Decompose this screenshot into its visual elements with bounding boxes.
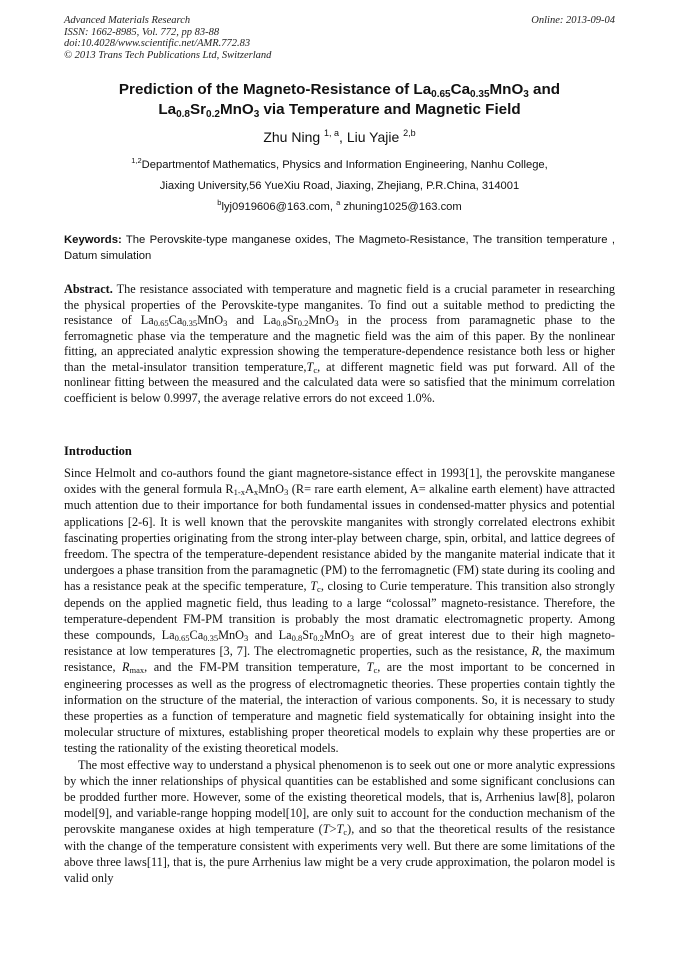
email-line: $^b$lyj0919606@163.com, $^a$ zhuning1025@163.com xyxy=(217,198,462,213)
intro-paragraph-1: Since Helmolt and co-authors found the giant magnetore-sistance effect in 1993[1], the perovskite manganese oxides with the general formula $R_{1-x}A_xMnO_3$ (R= rare earth element, A= alkaline earth element) have attracted much attention due to their importance for both fundamental issues in condensed-matter physics and potential applications [2-6]. It is well known that the perovskite manganites with strongly correlated electrons exhibit fascinating properties originating from the strong inter-play between charge, spin, orbital, and lattice degrees of freedom. The spectra of the temperature-dependent resistance abided by the manganite material indicate that it undergoes a phase transition from the paramagnetic (PM) to the ferromagnetic (FM) state during its cooling and has a resistance peak at the specific temperature, $T_c$, closing to Curie temperature. This transition also strongly depends on the applied magnetic field, thus leading to a large “colossal” magneto-resistance. Therefore, the temperature-dependent FM-PM transition is probably the most dramatic electromagnetic property. Among these compounds, $La_{0.65}Ca_{0.35}MnO_3$ and $La_{0.8}Sr_{0.2}MnO_3$ are of great interest due to their high magneto-resistance at low temperatures [3, 7]. The electromagnetic properties, such as the resistance, R, the maximum resistance, $R_{max}$, and the FM-PM transition temperature, $T_c$, are the most important to be concerned in engineering processes as well as the progress of electromagnetic theories. These properties contain tightly the information on the structure of the material, the interaction of various components. So, it is necessary to study these properties as a function of temperature and magnetic field systematically for obtaining insight into the molecular structure of mixtures, establishing proper theoretical models to explain why these properties are or testing the rationality of the existing theoretical models. xyxy=(64,466,616,756)
affiliation: $^{1,2}$Departmentof Mathematics, Physics and Information Engineering, Nanhu College, Jiaxing University,56 YueXiu Road, Jiaxing, Zhejiang, P.R.China, 314001 $^b$lyj0919606@163.com, $^a$ zhuning1025@163.com xyxy=(64,155,615,218)
intro-paragraph-2: The most effective way to understand a physical phenomenon is to seek out one or more analytic expressions by which the inner relationships of physical quantities can be established and some significant conclusions can be prodded further more. However, some of the existing theoretical models, that is, Arrhenius law[8], polaron model[9], and variable-range hopping model[10], are only suit to account for the conduction mechanism of the perovskite manganese oxides at high temperature $(T>T_c)$, and so that the theoretical results of the resistance with the change of the temperature consistent with experiments very well. But there are some limitations of the above three laws[11], that is, the pure Arrhenius law might be a very crude approximation, the polaron model is valid only xyxy=(64,757,615,886)
paper-title: Prediction of the Magneto-Resistance of $La_{0.65}Ca_{0.35}MnO_3$ and $La_{0.8}Sr_{0.2}MnO_3$ via Temperature and Magnetic Field xyxy=(118,81,561,120)
abstract: Abstract. The resistance associated with temperature and magnetic field is a crucial parameter in researching the physical properties of the Perovskite-type manganites. To find out a suitable method to predicting the resistance of $La_{0.65}Ca_{0.35}MnO_3$ and $La_{0.8}Sr_{0.2}MnO_3$ in the process from paramagnetic phase to the ferromagnetic phase via the temperature and the magnetic field was the aim of this paper. By the nonlinear fitting, an appreciated analytic expression showing the temperature-dependence resistance both less or higher than the metal-insulator transition $temperature,T_c$, at different magnetic field was put forward. All of the nonlinear fitting between the measured and the calculated data were so satisfied that the minimum correlation coefficient is below 0.9997, the average relative errors do not exceed 1.0%. xyxy=(64,282,616,405)
author-list: Zhu Ning $^{1, a}$, Liu Yajie $^{2,b}$ xyxy=(263,128,416,145)
abstract-label: Abstract. xyxy=(64,282,113,296)
copyright-line: © 2013 Trans Tech Publications Ltd, Switzerland xyxy=(64,49,272,61)
doi-line: doi:10.4028/www.scientific.net/AMR.772.83 xyxy=(64,38,251,49)
issn-line: ISSN: 1662-8985, Vol. 772, pp 83-88 xyxy=(64,26,220,38)
online-date: Online: 2013-09-04 xyxy=(531,15,615,26)
keywords: Keywords: The Perovskite-type manganese oxides, The Magmeto-Resistance, The transition temperature , Datum simulation xyxy=(64,234,615,262)
author-2: Liu Yajie xyxy=(346,129,404,145)
journal-name: Advanced Materials Research xyxy=(64,15,191,26)
introduction-body xyxy=(64,465,615,886)
keywords-label: Keywords: xyxy=(64,234,122,246)
section-heading-introduction: Introduction xyxy=(64,444,132,458)
author-1: Zhu Ning xyxy=(263,129,325,145)
journal-header xyxy=(64,15,615,61)
